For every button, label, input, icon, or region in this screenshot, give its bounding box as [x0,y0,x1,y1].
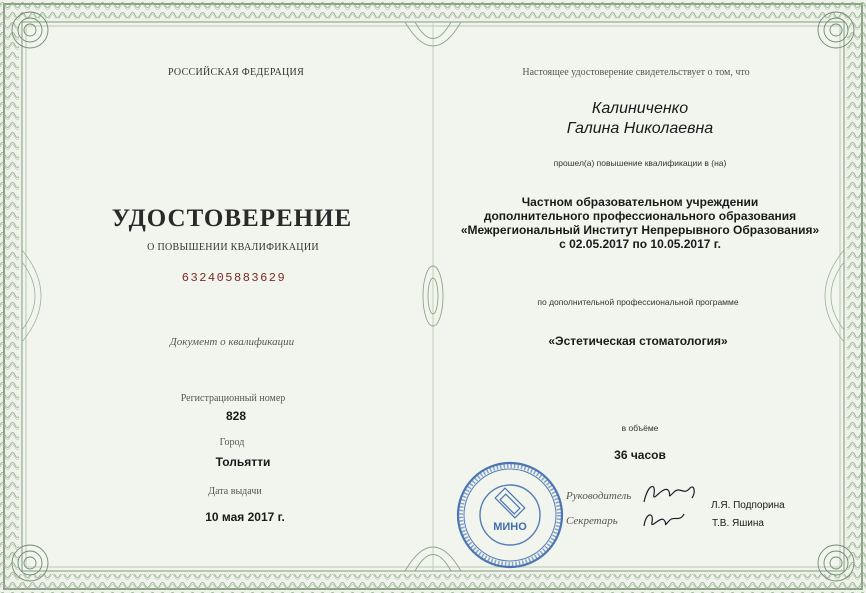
head-signature-icon [640,478,700,508]
program-label: по дополнительной профессиональной программе [537,297,739,307]
issue-date-label: Дата выдачи [208,486,262,497]
institution-line-2: дополнительного профессионального образования [483,209,797,223]
secretary-label: Секретарь [566,515,618,527]
training-period: с 02.05.2017 по 10.05.2017 г. [559,237,721,251]
holder-surname: Калиниченко [591,100,689,117]
head-name: Л.Я. Подпорина [711,500,785,511]
issue-date: 10 мая 2017 г. [205,510,285,524]
seal-label: МИНО [493,521,527,533]
city-value: Тольятти [215,455,271,469]
program-name: «Эстетическая стоматология» [548,334,728,348]
head-label: Руководитель [566,490,632,502]
institution-line-3: «Межрегиональный Институт Непрерывного Образования» [460,223,820,237]
secretary-name: Т.В. Яшина [712,518,764,529]
volume-value: 36 часов [614,448,666,462]
holder-given-names: Галина Николаевна [566,120,714,137]
country-label: РОССИЙСКАЯ ФЕДЕРАЦИЯ [167,67,305,78]
secretary-signature-icon [640,506,690,534]
city-label: Город [219,437,245,448]
document-subtitle: О ПОВЫШЕНИИ КВАЛИФИКАЦИИ [147,242,319,253]
intro-text: Настоящее удостоверение свидетельствует о том, что [522,67,750,78]
passed-text: прошел(а) повышение квалификации в (на) [553,158,727,168]
document-title: УДОСТОВЕРЕНИЕ [111,205,353,232]
volume-label: в объёме [621,423,659,433]
registration-label: Регистрационный номер [180,393,286,404]
institution-seal-icon [455,460,565,570]
institution-line-1: Частном образовательном учреждении [521,195,759,209]
registration-number: 828 [225,409,247,423]
document-type: Документ о квалификации [169,336,295,348]
serial-number: 632405883629 [181,271,287,285]
